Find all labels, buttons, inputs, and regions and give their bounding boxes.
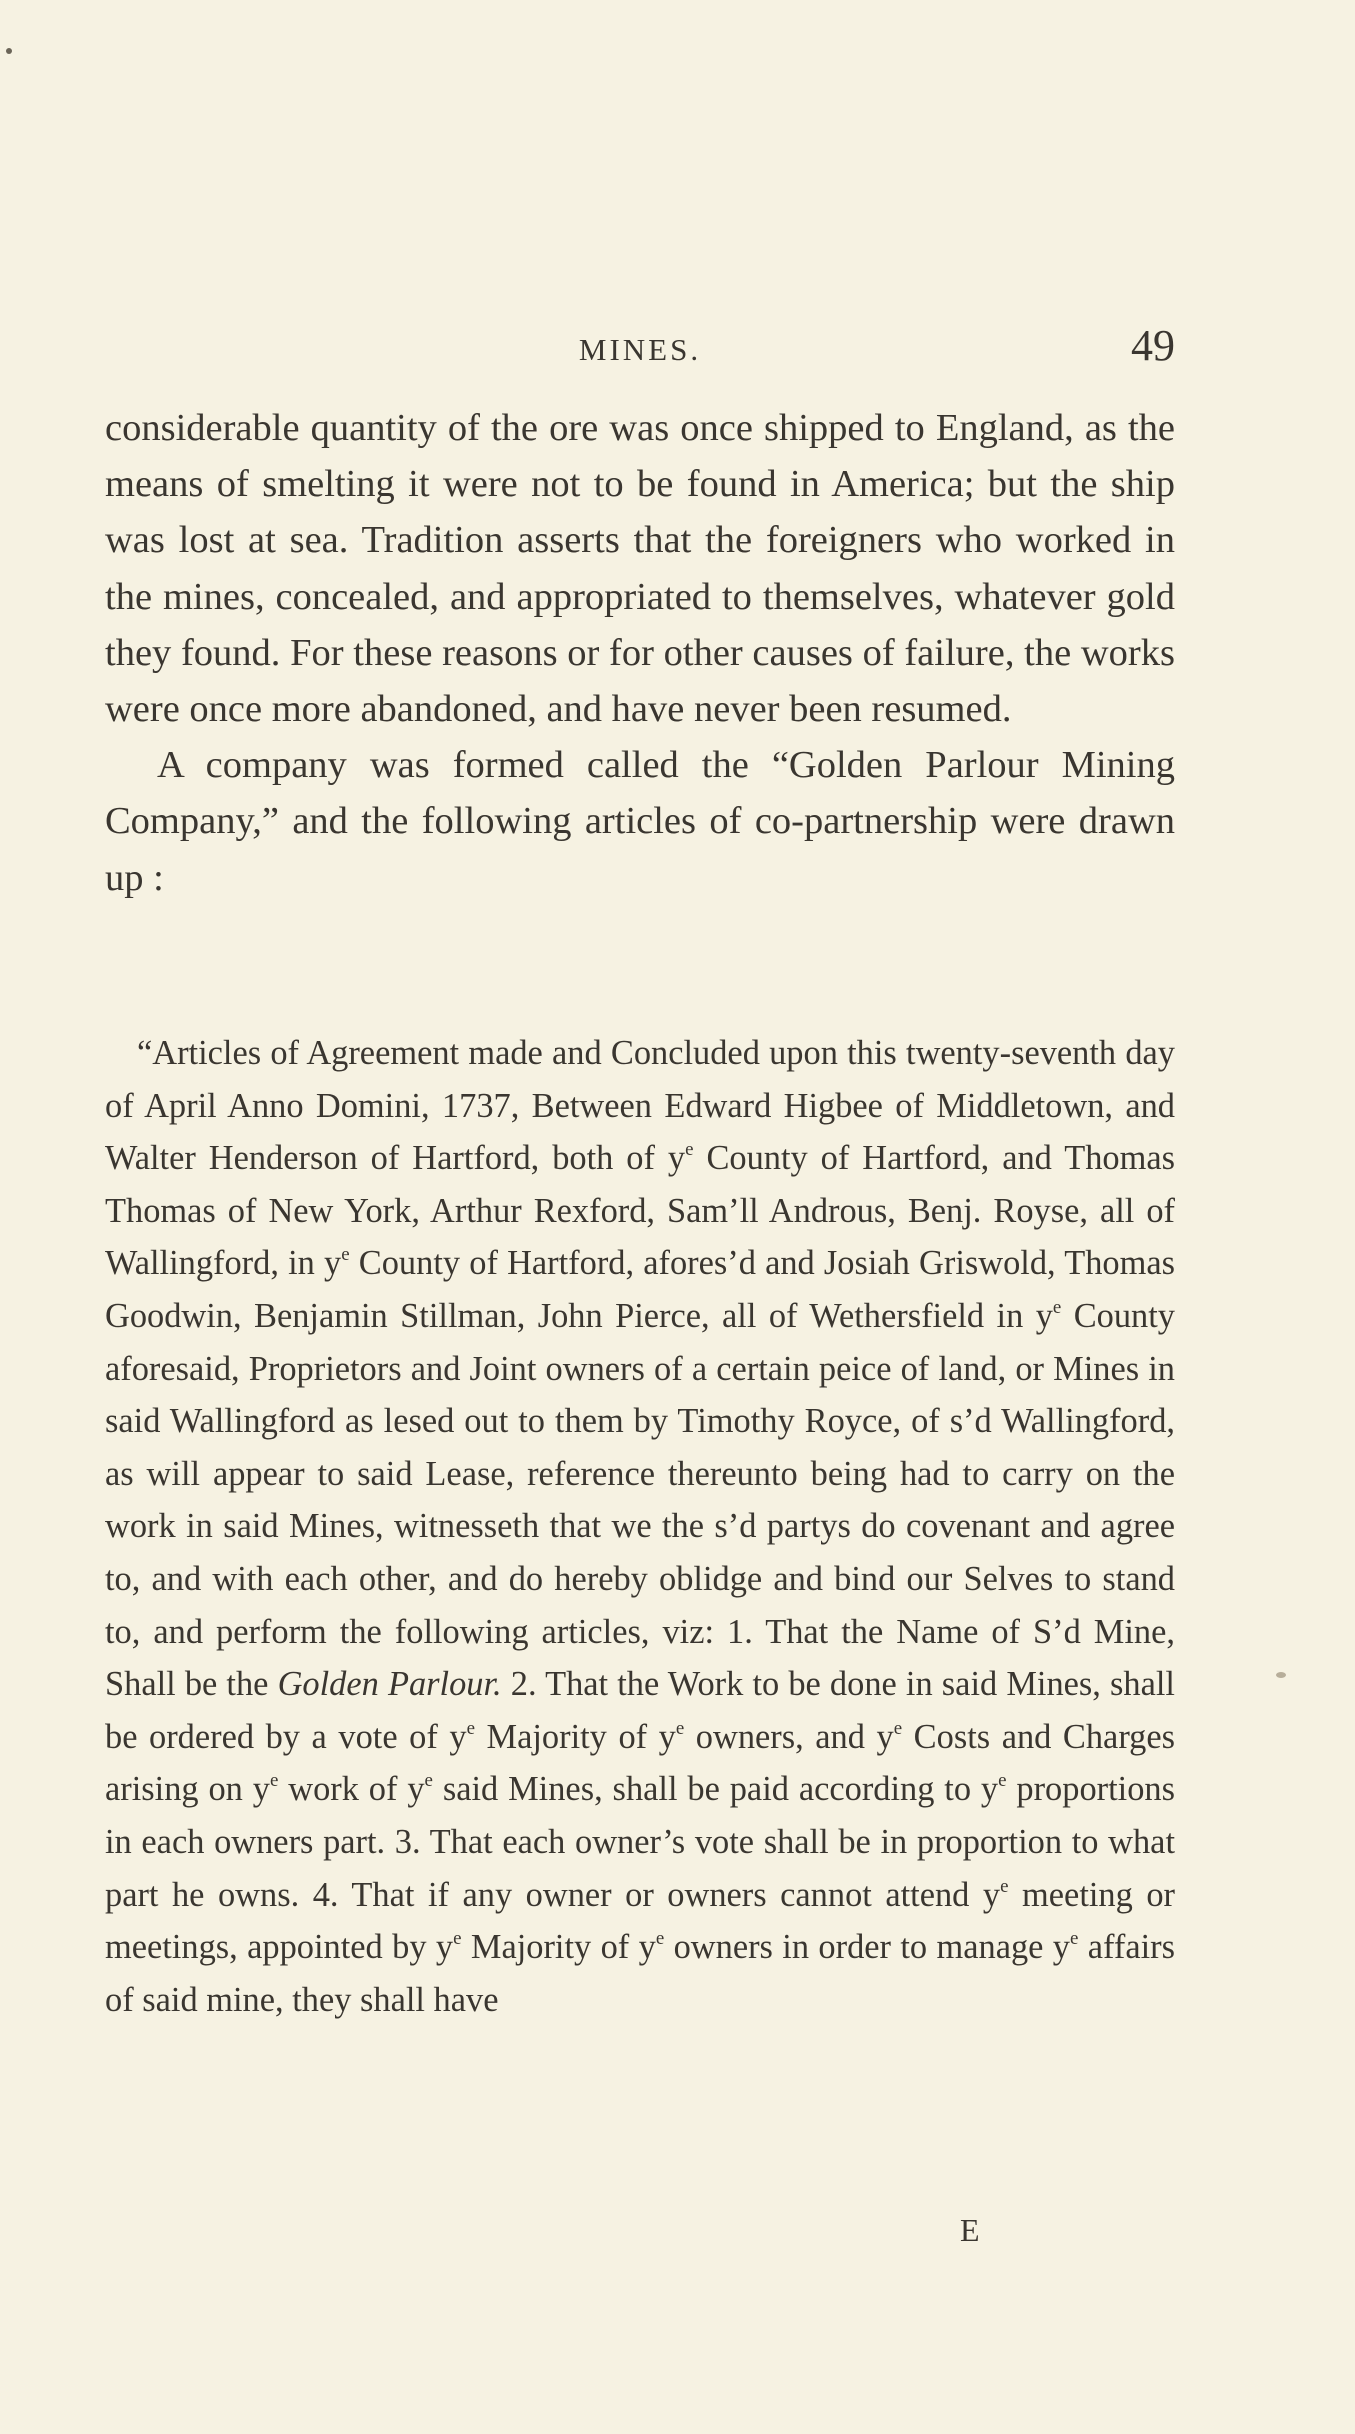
- quote-text-segment: meeting or meetings, appointed by y: [105, 1875, 1175, 1967]
- superscript-e: e: [655, 1927, 665, 1949]
- main-text: [105, 400, 1175, 906]
- quote-text-segment: “Articles of Agreement made and Concluded upon this twenty-seventh day of April Anno Domini, 1737, Between Edward Higbee of Middletown, and Walter Henderson of Hartford, both of y: [105, 1034, 1175, 1178]
- superscript-e: e: [1000, 1875, 1009, 1897]
- superscript-e: e: [269, 1770, 279, 1792]
- superscript-e: e: [453, 1927, 462, 1949]
- signature-mark: E: [960, 2212, 980, 2248]
- quote-text-segment: proportions in each owners part. 3. That each owner’s vote shall be in proportion to what part he owns. 4. That if any owner or owners cannot attend y: [105, 1770, 1175, 1914]
- page-number: 49: [1131, 321, 1175, 370]
- quote-text-segment: Majority of y: [461, 1928, 656, 1967]
- superscript-e: e: [998, 1770, 1007, 1792]
- superscript-e: e: [675, 1717, 685, 1739]
- quote-text-segment: Majority of y: [474, 1717, 676, 1756]
- superscript-e: e: [466, 1717, 475, 1739]
- superscript-e: e: [341, 1244, 350, 1266]
- paragraph-1: considerable quantity of the ore was once shipped to England, as the means of smelting it were not to be found in America; but the ship was lost at sea. Tradition asserts that the foreigners who worked in the mines, concealed, and appropriated to themselves, whatever gold they found. For these reasons or for other causes of failure, the works were once more abandoned, and have never been resumed.: [105, 407, 1175, 731]
- superscript-e: e: [1052, 1296, 1062, 1318]
- quote-text-segment: Costs and Charges arising on y: [105, 1717, 1175, 1809]
- quote-text-segment: County aforesaid, Proprietors and Joint owners of a certain peice of land, or Mines in said Wallingford as lesed out to them by Timothy Royce, of s’d Wallingford, as will appear to said Lease, reference thereunto being had to carry on the work in said Mines, witnesseth that we the s’d partys do covenant and agree to, and with each other, and do hereby oblidge and bind our Selves to stand to, and perform the following articles, viz: 1. That the Name of S’d Mine, Shall be the: [105, 1296, 1175, 1704]
- quote-text-segment: owners, and y: [684, 1717, 894, 1756]
- superscript-e: e: [1070, 1927, 1079, 1949]
- mine-name-italic: Golden Parlour.: [277, 1665, 502, 1704]
- articles-quotation: [105, 1027, 1175, 2026]
- superscript-e: e: [893, 1717, 903, 1739]
- running-head: [105, 320, 1175, 380]
- superscript-e: e: [424, 1770, 433, 1792]
- quote-text-segment: work of y: [278, 1770, 425, 1809]
- running-title: MINES.: [578, 332, 702, 367]
- quotation-paragraph: [105, 1027, 1175, 2026]
- paragraph-2: A company was formed called the “Golden Parlour Mining Company,” and the following articles of co-partnership were drawn up :: [105, 744, 1175, 899]
- quote-text-segment: County of Hartford, afores’d and Josiah Griswold, Thomas Goodwin, Benjamin Stillman, John Pierce, all of Wethersfield in y: [105, 1244, 1175, 1335]
- quote-text-segment: 2. That the Work to be done in said Mines, shall be ordered by a vote of y: [105, 1665, 1175, 1756]
- quote-text-segment: County of Hartford, and Thomas Thomas of New York, Arthur Rexford, Sam’ll Androus, Benj. Royse, all of Wallingford, in y: [105, 1139, 1175, 1283]
- quote-text-segment: said Mines, shall be paid according to y: [432, 1770, 999, 1809]
- quote-text-segment: owners in order to manage y: [664, 1928, 1070, 1967]
- superscript-e: e: [685, 1139, 694, 1160]
- quote-text-segment: affairs of said mine, they shall have: [105, 1928, 1175, 2019]
- paper-mark: [1276, 1672, 1286, 1678]
- ink-spot: [6, 48, 12, 54]
